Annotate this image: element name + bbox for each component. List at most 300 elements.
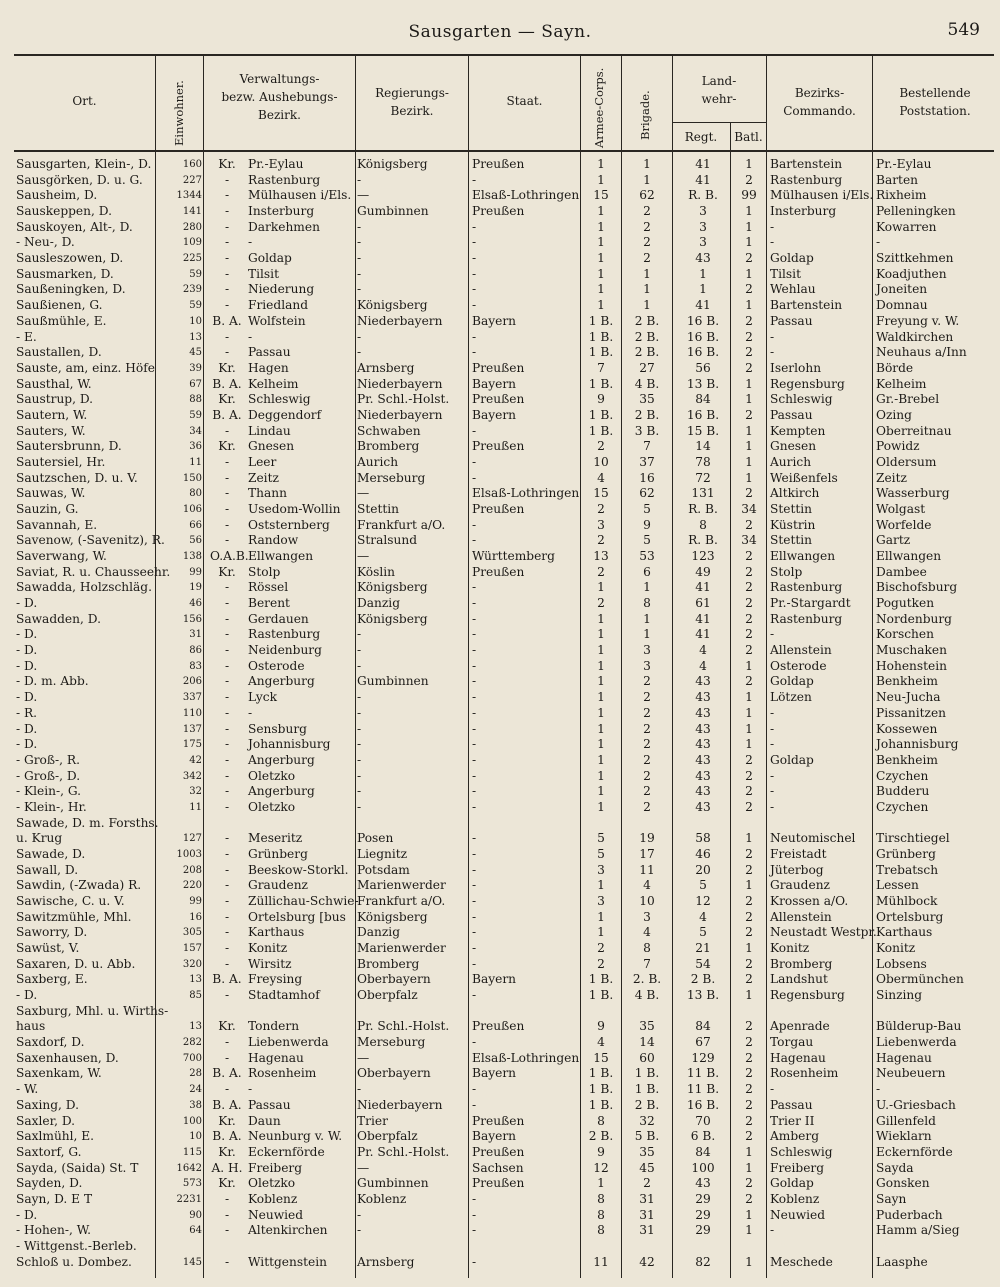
einwohner-cell: 34 bbox=[189, 425, 202, 437]
table-row bbox=[0, 1097, 1000, 1114]
armee-cell: 1 B. bbox=[588, 988, 614, 1002]
staat-cell: - bbox=[472, 784, 477, 799]
brigade-cell: 14 bbox=[639, 1035, 655, 1050]
col-header-regierung bbox=[356, 84, 468, 120]
brigade-cell: 2 B. bbox=[634, 313, 660, 328]
verwaltung-line-1: Verwaltungs- bbox=[239, 72, 320, 86]
col-header-bezirks bbox=[767, 84, 872, 120]
table-row bbox=[0, 1018, 1000, 1035]
batl-cell: 2 bbox=[745, 407, 753, 422]
staat-cell: Bayern bbox=[472, 407, 516, 422]
post-cell: Powidz bbox=[876, 439, 920, 454]
verwaltung-type-cell: B. A. bbox=[212, 972, 242, 987]
ort-cell: - D. bbox=[16, 690, 38, 705]
post-cell: Lessen bbox=[876, 878, 919, 893]
armee-cell: 8 bbox=[597, 1223, 605, 1238]
armee-cell: 1 bbox=[597, 799, 605, 814]
staat-cell: - bbox=[472, 909, 477, 924]
post-cell: Konitz bbox=[876, 941, 916, 955]
verwaltung-cell: Lindau bbox=[248, 423, 291, 438]
verwaltung-type-cell: - bbox=[224, 517, 230, 532]
post-cell: Worfelde bbox=[876, 517, 932, 532]
table-row bbox=[0, 1050, 1000, 1067]
table-row bbox=[0, 1128, 1000, 1145]
post-cell: Gr.-Brebel bbox=[876, 392, 940, 407]
regierung-cell: Niederbayern bbox=[357, 1097, 443, 1112]
armee-cell: 10 bbox=[593, 454, 609, 469]
einwohner-cell: 13 bbox=[189, 974, 202, 986]
batl-cell: 1 bbox=[745, 266, 753, 281]
verwaltung-cell: Neidenburg bbox=[248, 643, 322, 658]
brigade-cell: 5 bbox=[643, 533, 651, 548]
regt-cell: 70 bbox=[695, 1113, 711, 1128]
table-row bbox=[0, 532, 1000, 549]
regierung-cell: - bbox=[357, 235, 362, 250]
regt-cell: 16 B. bbox=[686, 345, 720, 360]
verwaltung-type-cell: - bbox=[224, 627, 230, 642]
bezirks-cell: Mülhausen i/Els. bbox=[770, 188, 874, 203]
regierung-cell: Arnsberg bbox=[357, 1254, 415, 1269]
verwaltung-type-cell: Kr. bbox=[218, 1176, 236, 1191]
staat-cell: - bbox=[472, 423, 477, 438]
regierung-cell: Oberbayern bbox=[357, 972, 431, 987]
verwaltung-cell: Koblenz bbox=[248, 1191, 298, 1206]
table-row bbox=[0, 1144, 1000, 1161]
einwohner-cell: 56 bbox=[189, 535, 202, 547]
brigade-cell: 8 bbox=[643, 941, 651, 955]
post-cell: Sayn bbox=[876, 1191, 907, 1206]
batl-cell: 1 bbox=[745, 454, 753, 469]
post-cell: U.-Griesbach bbox=[876, 1097, 956, 1112]
verwaltung-cell: Leer bbox=[248, 454, 277, 469]
brigade-cell: 2 bbox=[643, 784, 651, 799]
regt-cell: 41 bbox=[695, 580, 711, 595]
regierung-cell: - bbox=[357, 329, 362, 344]
post-cell: Karthaus bbox=[876, 925, 933, 940]
batl-cell: 2 bbox=[745, 564, 753, 579]
brigade-cell: 31 bbox=[639, 1207, 655, 1222]
ort-cell: Sausleszowen, D. bbox=[16, 251, 124, 266]
brigade-cell: 7 bbox=[643, 439, 651, 454]
regt-cell: 41 bbox=[695, 157, 711, 171]
table-row bbox=[0, 344, 1000, 361]
staat-cell: - bbox=[472, 878, 477, 893]
brigade-cell: 60 bbox=[639, 1050, 655, 1065]
armee-cell: 1 bbox=[597, 721, 605, 736]
post-cell: Benkheim bbox=[876, 674, 938, 689]
armee-cell: 1 B. bbox=[588, 1082, 614, 1097]
einwohner-cell: 225 bbox=[182, 253, 202, 265]
regierung-cell: — bbox=[357, 549, 370, 563]
table-row bbox=[0, 501, 1000, 518]
bezirks-cell: Neutomischel bbox=[770, 831, 856, 846]
staat-cell: - bbox=[472, 894, 477, 908]
regierung-cell: - bbox=[357, 784, 362, 799]
batl-cell: 2 bbox=[745, 1035, 753, 1050]
post-cell: Benkheim bbox=[876, 752, 938, 767]
einwohner-cell: 156 bbox=[182, 613, 202, 625]
staat-cell: - bbox=[472, 643, 477, 658]
verwaltung-type-cell: Kr. bbox=[218, 439, 236, 454]
brigade-cell: 35 bbox=[639, 392, 655, 407]
verwaltung-cell: Ortelsburg [bus bbox=[248, 909, 346, 924]
brigade-cell: 31 bbox=[639, 1223, 655, 1238]
ort-cell: Sayn, D. E T bbox=[16, 1191, 93, 1206]
brigade-cell: 53 bbox=[639, 549, 655, 563]
verwaltung-cell: Wolfstein bbox=[248, 313, 306, 328]
batl-cell: 34 bbox=[741, 502, 757, 516]
verwaltung-type-cell: - bbox=[224, 1035, 230, 1050]
post-cell: Neu-Jucha bbox=[876, 690, 941, 705]
verwaltung-cell: Darkehmen bbox=[248, 219, 320, 234]
brigade-cell: 4 bbox=[643, 925, 651, 940]
ort-cell: Sayda, (Saida) St. T bbox=[16, 1160, 139, 1175]
post-cell: Budderu bbox=[876, 784, 930, 799]
regierung-cell: Marienwerder bbox=[357, 941, 446, 955]
table-row bbox=[0, 862, 1000, 879]
ort-cell: - Klein-, G. bbox=[16, 784, 81, 799]
regt-cell: 49 bbox=[695, 564, 711, 579]
post-cell: Liebenwerda bbox=[876, 1035, 957, 1050]
einwohner-cell: 59 bbox=[189, 300, 202, 312]
verwaltung-cell: Hagen bbox=[248, 360, 289, 375]
staat-cell: - bbox=[472, 752, 477, 767]
armee-cell: 1 bbox=[597, 643, 605, 658]
bezirks-cell: Apenrade bbox=[770, 1019, 830, 1034]
brigade-cell: 1 bbox=[643, 298, 651, 313]
staat-cell: - bbox=[472, 298, 477, 313]
verwaltung-cell: Insterburg bbox=[248, 204, 315, 218]
page-number: 549 bbox=[947, 20, 980, 40]
regt-cell: 82 bbox=[695, 1254, 711, 1269]
verwaltung-cell: Stolp bbox=[248, 564, 281, 579]
verwaltung-cell: Randow bbox=[248, 533, 299, 548]
regierung-cell: - bbox=[357, 282, 362, 297]
staat-cell: Elsaß-Lothringen bbox=[472, 1050, 580, 1065]
verwaltung-cell: Niederung bbox=[248, 282, 315, 297]
regt-cell: 43 bbox=[695, 799, 711, 814]
brigade-cell: 7 bbox=[643, 956, 651, 971]
brigade-cell: 8 bbox=[643, 596, 651, 610]
verwaltung-type-cell: - bbox=[224, 878, 230, 893]
batl-cell: 99 bbox=[741, 188, 757, 203]
batl-cell: 2 bbox=[745, 972, 753, 987]
verwaltung-cell: Berent bbox=[248, 596, 290, 610]
table-row bbox=[0, 924, 1000, 941]
table-row bbox=[0, 705, 1000, 722]
brigade-cell: 2 bbox=[643, 799, 651, 814]
einwohner-cell: 99 bbox=[189, 566, 202, 578]
armee-cell: 13 bbox=[593, 549, 609, 563]
einwohner-cell: 11 bbox=[189, 456, 202, 468]
regierung-cell: Merseburg bbox=[357, 470, 426, 485]
staat-cell: - bbox=[472, 627, 477, 642]
verwaltung-type-cell: B. A. bbox=[212, 407, 242, 422]
table-row bbox=[0, 438, 1000, 455]
regierung-cell: - bbox=[357, 752, 362, 767]
bezirks-cell: Rastenburg bbox=[770, 580, 843, 595]
staat-cell: - bbox=[472, 690, 477, 705]
ort-cell: - E. bbox=[16, 329, 37, 344]
bezirks-cell: Insterburg bbox=[770, 204, 837, 218]
regt-cell: 1 bbox=[699, 282, 707, 297]
einwohner-cell: 206 bbox=[182, 676, 202, 688]
brigade-cell: 2 bbox=[643, 235, 651, 250]
ort-cell: - D. bbox=[16, 988, 38, 1002]
post-cell: Oldersum bbox=[876, 454, 937, 469]
post-cell: Czychen bbox=[876, 799, 929, 814]
einwohner-cell: 138 bbox=[182, 551, 202, 562]
regierung-cell: Königsberg bbox=[357, 909, 428, 924]
brigade-cell: 2 B. bbox=[634, 345, 660, 360]
einwohner-cell: 208 bbox=[182, 864, 202, 876]
bezirks-cell: Bartenstein bbox=[770, 157, 843, 171]
verwaltung-type-cell: - bbox=[224, 941, 230, 955]
staat-cell: - bbox=[472, 988, 477, 1002]
table-row bbox=[0, 595, 1000, 612]
regierung-cell: Köslin bbox=[357, 564, 396, 579]
table-row bbox=[0, 1034, 1000, 1051]
armee-cell: 15 bbox=[593, 1050, 609, 1065]
einwohner-cell: 24 bbox=[189, 1084, 202, 1096]
ort-cell: Saustrup, D. bbox=[16, 392, 94, 407]
staat-cell: - bbox=[472, 956, 477, 971]
einwohner-cell: 1642 bbox=[176, 1162, 202, 1174]
verwaltung-type-cell: - bbox=[224, 486, 230, 501]
batl-cell: 1 bbox=[745, 988, 753, 1002]
page-title: Sausgarten — Sayn. bbox=[408, 22, 592, 42]
table-row bbox=[0, 376, 1000, 393]
regt-cell: 29 bbox=[695, 1191, 711, 1206]
verwaltung-cell: Liebenwerda bbox=[248, 1035, 329, 1050]
ort-cell: Saviat, R. u. Chausseehr. bbox=[16, 564, 171, 579]
ort-cell: - W. bbox=[16, 1082, 39, 1097]
regt-cell: 41 bbox=[695, 172, 711, 187]
brigade-cell: 1 bbox=[643, 611, 651, 626]
brigade-cell: 3 B. bbox=[634, 423, 660, 438]
post-cell: Sayda bbox=[876, 1160, 914, 1175]
batl-cell: 2 bbox=[745, 329, 753, 344]
post-cell: Johannisburg bbox=[876, 737, 959, 752]
table-row bbox=[0, 877, 1000, 894]
regierung-cell: Königsberg bbox=[357, 157, 428, 171]
einwohner-cell: 1003 bbox=[176, 848, 202, 860]
header-bottom-rule bbox=[14, 150, 994, 152]
einwohner-cell: 227 bbox=[182, 174, 202, 186]
verwaltung-cell: Johannisburg bbox=[248, 737, 331, 752]
ort-cell: Saxing, D. bbox=[16, 1097, 79, 1112]
einwohner-cell: 115 bbox=[182, 1146, 202, 1158]
einwohner-cell: 106 bbox=[182, 504, 202, 515]
ort-cell: Sawüst, V. bbox=[16, 941, 80, 955]
post-cell: Pr.-Eylau bbox=[876, 157, 932, 171]
verwaltung-cell: Neuwied bbox=[248, 1207, 304, 1222]
bezirks-cell: Regensburg bbox=[770, 988, 845, 1002]
verwaltung-cell: Tondern bbox=[248, 1019, 300, 1034]
table-row bbox=[0, 893, 1000, 910]
regierung-cell: Danzig bbox=[357, 925, 401, 940]
regierung-cell: - bbox=[357, 799, 362, 814]
einwohner-cell: 10 bbox=[189, 1131, 202, 1143]
regierung-cell: Oberpfalz bbox=[357, 988, 418, 1002]
regierung-cell: - bbox=[357, 266, 362, 281]
verwaltung-type-cell: - bbox=[224, 846, 230, 861]
staat-cell: Preußen bbox=[472, 1019, 525, 1034]
armee-cell: 9 bbox=[597, 392, 605, 407]
bezirks-cell: Pr.-Stargardt bbox=[770, 596, 851, 610]
ort-cell: - D. bbox=[16, 596, 38, 610]
post-cell: Wasserburg bbox=[876, 486, 950, 501]
verwaltung-cell: Oststernberg bbox=[248, 517, 330, 532]
bezirks-cell: - bbox=[770, 219, 775, 234]
regierung-cell: Danzig bbox=[357, 596, 401, 610]
einwohner-cell: 31 bbox=[189, 629, 202, 641]
verwaltung-type-cell: - bbox=[224, 690, 230, 705]
verwaltung-cell: Gerdauen bbox=[248, 611, 309, 626]
einwohner-cell: 13 bbox=[189, 1021, 202, 1033]
verwaltung-cell: Grünberg bbox=[248, 846, 308, 861]
regierung-cell: - bbox=[357, 768, 362, 783]
regt-cell: R. B. bbox=[688, 502, 718, 516]
bezirks-cell: Gnesen bbox=[770, 439, 817, 454]
brigade-cell: 1 B. bbox=[634, 1082, 660, 1097]
ort-cell: Sautzschen, D. u. V. bbox=[16, 470, 138, 485]
regt-cell: 84 bbox=[695, 1144, 711, 1159]
brigade-cell: 6 bbox=[643, 564, 651, 579]
bezirks-cell: Neustadt Westpr. bbox=[770, 925, 877, 940]
armee-cell: 1 bbox=[597, 611, 605, 626]
regt-cell: 43 bbox=[695, 768, 711, 783]
batl-cell: 1 bbox=[745, 376, 753, 391]
armee-cell: 1 bbox=[597, 172, 605, 187]
regt-cell: 43 bbox=[695, 737, 711, 752]
bezirks-cell: Wehlau bbox=[770, 282, 816, 297]
bezirks-cell: Landshut bbox=[770, 972, 828, 987]
post-cell: Börde bbox=[876, 360, 914, 375]
ort-cell: Saxtorf, G. bbox=[16, 1144, 82, 1159]
staat-cell: - bbox=[472, 925, 477, 940]
einwohner-cell: 45 bbox=[189, 347, 202, 359]
table-row bbox=[0, 1254, 1000, 1271]
armee-cell: 1 bbox=[597, 658, 605, 673]
regierung-cell: - bbox=[357, 172, 362, 187]
post-cell: Eckernförde bbox=[876, 1144, 953, 1159]
staat-cell: Elsaß-Lothringen bbox=[472, 188, 580, 203]
brigade-cell: 1 bbox=[643, 172, 651, 187]
staat-cell: Preußen bbox=[472, 502, 525, 516]
col-header-landwehr bbox=[672, 72, 766, 108]
batl-cell: 1 bbox=[745, 1254, 753, 1269]
verwaltung-cell: Züllichau-Schwie- bbox=[248, 894, 359, 908]
ort-cell: Saxler, D. bbox=[16, 1113, 76, 1128]
verwaltung-type-cell: - bbox=[224, 329, 230, 344]
armee-cell: 1 B. bbox=[588, 1097, 614, 1112]
regt-cell: 43 bbox=[695, 752, 711, 767]
einwohner-cell: 19 bbox=[189, 582, 202, 594]
regierung-cell: Aurich bbox=[357, 454, 399, 469]
batl-cell: 1 bbox=[745, 690, 753, 705]
col-header-einwohner: Einwohner. bbox=[172, 80, 186, 146]
verwaltung-cell: Mülhausen i/Els. bbox=[248, 188, 352, 203]
bezirks-cell: Goldap bbox=[770, 1176, 814, 1191]
post-cell: Ortelsburg bbox=[876, 909, 944, 924]
einwohner-cell: 39 bbox=[189, 362, 202, 374]
post-cell: Zeitz bbox=[876, 470, 907, 485]
einwohner-cell: 36 bbox=[189, 441, 202, 453]
batl-cell: 1 bbox=[745, 219, 753, 234]
bezirks-cell: Konitz bbox=[770, 941, 810, 955]
post-cell: Nordenburg bbox=[876, 611, 952, 626]
verwaltung-type-cell: - bbox=[224, 988, 230, 1002]
post-cell: Bischofsburg bbox=[876, 580, 958, 595]
staat-cell: - bbox=[472, 580, 477, 595]
verwaltung-cell: Zeitz bbox=[248, 470, 279, 485]
verwaltung-cell: Friedland bbox=[248, 298, 309, 313]
einwohner-cell: 150 bbox=[182, 472, 202, 484]
batl-cell: 2 bbox=[745, 596, 753, 610]
ort-cell: - D. m. Abb. bbox=[16, 674, 89, 689]
brigade-cell: 1 bbox=[643, 282, 651, 297]
bezirks-cell: Meschede bbox=[770, 1254, 833, 1269]
regt-cell: 14 bbox=[695, 439, 711, 454]
post-cell: Sinzing bbox=[876, 988, 923, 1002]
ort-cell: Saxdorf, D. bbox=[16, 1035, 85, 1050]
einwohner-cell: 573 bbox=[182, 1178, 202, 1190]
bezirks-cell: Weißenfels bbox=[770, 470, 838, 485]
ort-cell: - Hohen-, W. bbox=[16, 1223, 92, 1238]
batl-cell: 1 bbox=[745, 941, 753, 955]
armee-cell: 8 bbox=[597, 1191, 605, 1206]
armee-cell: 1 bbox=[597, 266, 605, 281]
armee-cell: 2 bbox=[597, 941, 605, 955]
brigade-cell: 1 bbox=[643, 266, 651, 281]
ort-cell: Sawade, D. bbox=[16, 846, 86, 861]
regt-cell: 43 bbox=[695, 690, 711, 705]
brigade-cell: 4 B. bbox=[634, 988, 660, 1002]
bezirks-cell: - bbox=[770, 627, 775, 642]
armee-cell: 1 bbox=[597, 282, 605, 297]
ort-cell: Sauskoyen, Alt-, D. bbox=[16, 219, 133, 234]
col-header-post bbox=[873, 84, 997, 120]
einwohner-cell: 59 bbox=[189, 409, 202, 421]
ort-cell: Saußmühle, E. bbox=[16, 313, 107, 328]
table-row bbox=[0, 407, 1000, 424]
post-cell: Muschaken bbox=[876, 643, 947, 658]
armee-cell: 1 bbox=[597, 251, 605, 266]
post-cell: - bbox=[876, 235, 881, 250]
verwaltung-type-cell: Kr. bbox=[218, 392, 236, 407]
post-cell: Domnau bbox=[876, 298, 928, 313]
armee-cell: 4 bbox=[597, 470, 605, 485]
bezirks-cell: Koblenz bbox=[770, 1191, 820, 1206]
regt-cell: R. B. bbox=[688, 533, 718, 548]
verwaltung-cell: Angerburg bbox=[248, 784, 315, 799]
bezirks-cell: Allenstein bbox=[770, 643, 832, 658]
staat-cell: - bbox=[472, 1191, 477, 1206]
verwaltung-type-cell: Kr. bbox=[218, 564, 236, 579]
col-header-verwaltung bbox=[204, 70, 355, 124]
regierung-cell: Niederbayern bbox=[357, 407, 443, 422]
verwaltung-cell: Angerburg bbox=[248, 752, 315, 767]
regierung-cell: Potsdam bbox=[357, 862, 410, 877]
post-cell: Gillenfeld bbox=[876, 1113, 936, 1128]
table-row bbox=[0, 423, 1000, 440]
post-cell: Oberreitnau bbox=[876, 423, 952, 438]
staat-cell: Preußen bbox=[472, 1144, 525, 1159]
einwohner-cell: 280 bbox=[182, 221, 202, 233]
ort-cell: Sauskeppen, D. bbox=[16, 204, 112, 218]
table-row bbox=[0, 1222, 1000, 1239]
